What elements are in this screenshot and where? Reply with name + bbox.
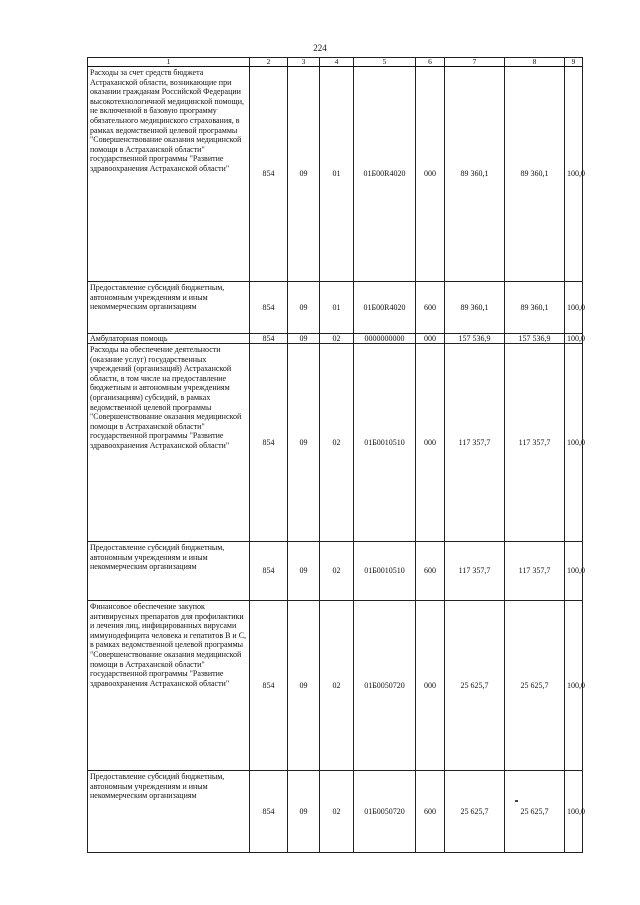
cell-percent: 100,0 [565, 334, 583, 344]
cell-admin-code: 854 [250, 344, 288, 542]
cell-target-article: 01Б00R4020 [354, 282, 416, 334]
cell-subsection: 01 [320, 67, 354, 282]
cell-planned: 89 360,1 [445, 282, 505, 334]
cell-admin-code: 854 [250, 542, 288, 601]
cell-planned: 25 625,7 [445, 601, 505, 771]
cell-executed: 89 360,1 [505, 67, 565, 282]
cell-subsection: 02 [320, 771, 354, 853]
cell-section: 09 [288, 334, 320, 344]
cell-planned: 117 357,7 [445, 344, 505, 542]
cell-subsection: 02 [320, 601, 354, 771]
cell-expense-type: 000 [416, 334, 445, 344]
cell-expense-type: 600 [416, 282, 445, 334]
page-number: 224 [313, 43, 327, 53]
cell-expense-type: 600 [416, 771, 445, 853]
cell-target-article: 01Б0050720 [354, 771, 416, 853]
cell-admin-code: 854 [250, 334, 288, 344]
cell-expense-type: 000 [416, 601, 445, 771]
cell-percent: 100,0 [565, 282, 583, 334]
table-row [88, 67, 583, 282]
cell-target-article: 01Б0010510 [354, 344, 416, 542]
cell-section: 09 [288, 771, 320, 853]
cell-executed: 117 357,7 [505, 542, 565, 601]
cell-expense-type: 000 [416, 344, 445, 542]
cell-subsection: 02 [320, 344, 354, 542]
cell-section: 09 [288, 67, 320, 282]
header-cell: 8 [505, 58, 565, 67]
cell-executed: 117 357,7 [505, 344, 565, 542]
header-cell: 5 [354, 58, 416, 67]
table-row [88, 771, 583, 853]
header-row [88, 58, 583, 67]
cell-section: 09 [288, 282, 320, 334]
cell-planned: 157 536,9 [445, 334, 505, 344]
budget-table [87, 57, 583, 853]
cell-executed: 25 625,7 [505, 771, 565, 853]
cell-section: 09 [288, 344, 320, 542]
header-cell: 7 [445, 58, 505, 67]
cell-executed: 89 360,1 [505, 282, 565, 334]
header-cell: 4 [320, 58, 354, 67]
table-row [88, 542, 583, 601]
table-row [88, 282, 583, 334]
row-name: Предоставление субсидий бюджетным, автономным учреждениям и иным некоммерческим организациям [88, 542, 250, 601]
cell-percent: 100,0 [565, 542, 583, 601]
table-row [88, 334, 583, 344]
cell-planned: 117 357,7 [445, 542, 505, 601]
cell-subsection: 02 [320, 334, 354, 344]
cell-percent: 100,0 [565, 601, 583, 771]
cell-admin-code: 854 [250, 282, 288, 334]
row-name: Финансовое обеспечение закупок антивирусных препаратов для профилактики и лечения лиц, инфицированных вирусами иммунодефицита человека и гепатитов В и С, в рамках ведомственной целевой программы "Совершенствование оказания медицинской помощи в Астраханской области" государственной программы "Развитие здравоохранения Астраханской области" [88, 601, 250, 771]
header-cell: 1 [88, 58, 250, 67]
table-row [88, 344, 583, 542]
cell-planned: 89 360,1 [445, 67, 505, 282]
cell-executed: 25 625,7 [505, 601, 565, 771]
cell-target-article: 01Б0010510 [354, 542, 416, 601]
cell-executed: 157 536,9 [505, 334, 565, 344]
row-name: Предоставление субсидий бюджетным, автономным учреждениям и иным некоммерческим организациям [88, 771, 250, 853]
row-name: Расходы на обеспечение деятельности (оказание услуг) государственных учреждений (организаций) Астраханской области, в том числе на предоставление бюджетным и автономным учреждениям (организациям) субсидий, в рамках ведомственной целевой программы "Совершенствование оказания медицинской помощи в Астраханской области" государственной программы "Развитие здравоохранения Астраханской области" [88, 344, 250, 542]
scan-mark [515, 800, 518, 802]
cell-admin-code: 854 [250, 601, 288, 771]
cell-subsection: 01 [320, 282, 354, 334]
row-name: Амбулаторная помощь [88, 334, 250, 344]
cell-target-article: 01Б00R4020 [354, 67, 416, 282]
table-row [88, 601, 583, 771]
header-cell: 2 [250, 58, 288, 67]
cell-expense-type: 000 [416, 67, 445, 282]
header-cell: 9 [565, 58, 583, 67]
cell-expense-type: 600 [416, 542, 445, 601]
cell-percent: 100,0 [565, 67, 583, 282]
cell-planned: 25 625,7 [445, 771, 505, 853]
cell-admin-code: 854 [250, 67, 288, 282]
cell-percent: 100,0 [565, 344, 583, 542]
cell-target-article: 01Б0050720 [354, 601, 416, 771]
cell-section: 09 [288, 601, 320, 771]
cell-section: 09 [288, 542, 320, 601]
cell-admin-code: 854 [250, 771, 288, 853]
cell-subsection: 02 [320, 542, 354, 601]
row-name: Расходы за счет средств бюджета Астраханской области, возникающие при оказании гражданам Российской Федерации высокотехнологичной медицинской помощи, не включенной в базовую программу обязательного медицинского страхования, в рамках ведомственной целевой программы "Совершенствование оказания медицинской помощи в Астраханской области" государственной программы "Развитие здравоохранения Астраханской области" [88, 67, 250, 282]
row-name: Предоставление субсидий бюджетным, автономным учреждениям и иным некоммерческим организациям [88, 282, 250, 334]
header-cell: 6 [416, 58, 445, 67]
cell-percent: 100,0 [565, 771, 583, 853]
header-cell: 3 [288, 58, 320, 67]
cell-target-article: 0000000000 [354, 334, 416, 344]
